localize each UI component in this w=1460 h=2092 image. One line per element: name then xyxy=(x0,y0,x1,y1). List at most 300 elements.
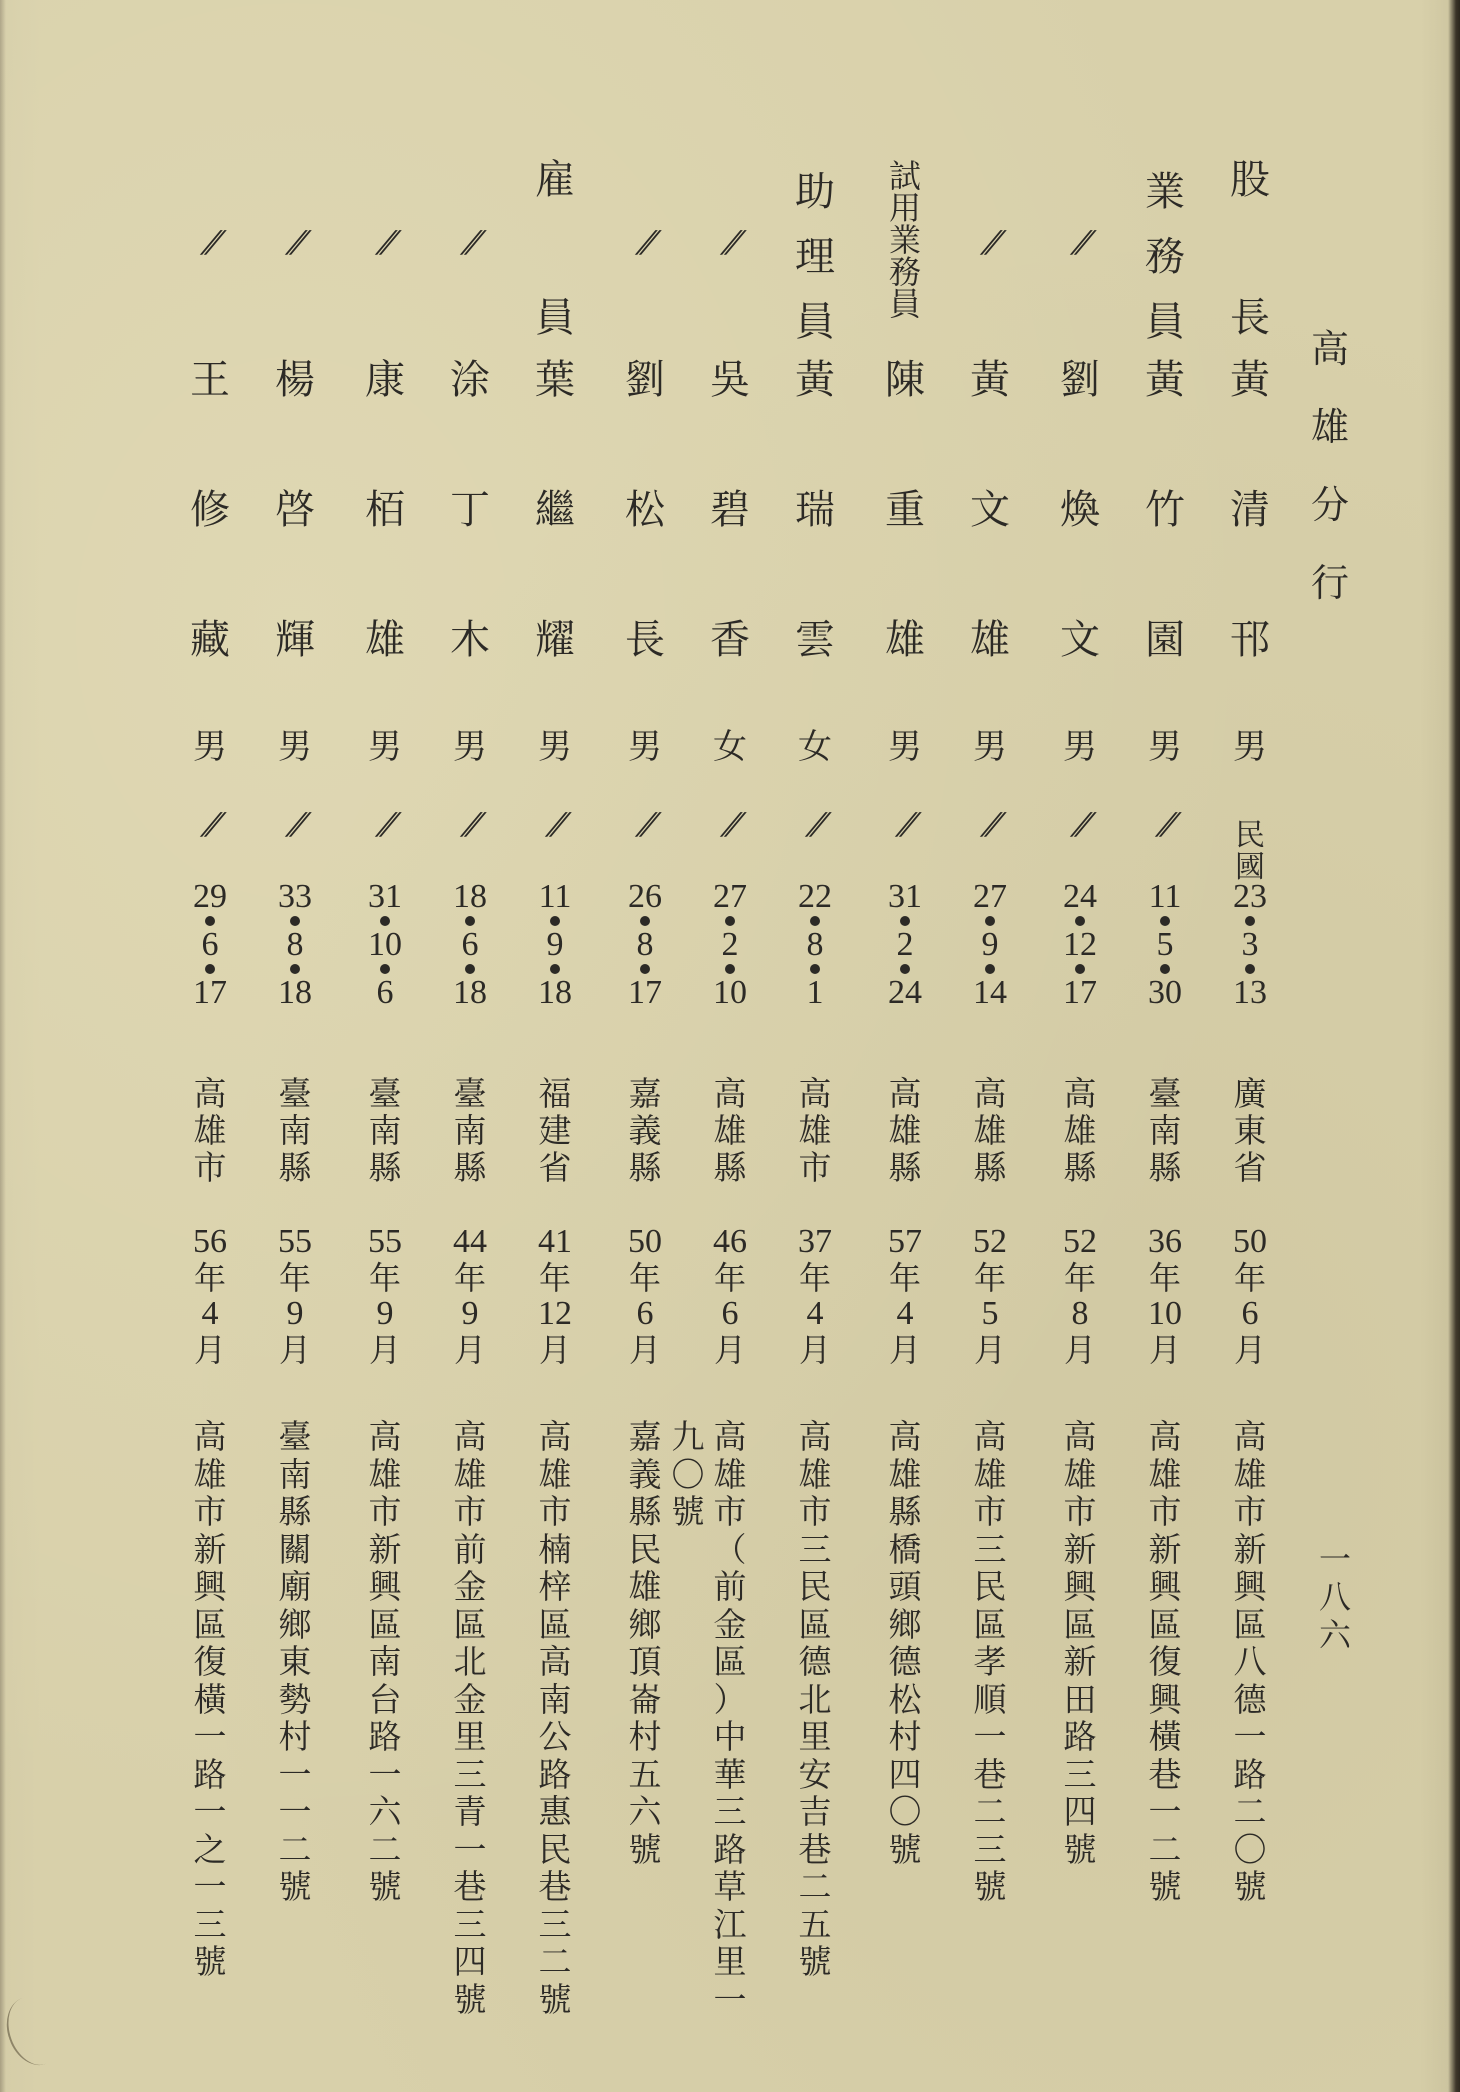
birth-date-part: 3 xyxy=(1241,926,1259,963)
birth-date-part: 17 xyxy=(628,974,662,1011)
ditto-mark-icon: // xyxy=(375,225,395,260)
birth-date-part: 24 xyxy=(888,974,922,1011)
date-unit-label: 月 xyxy=(1148,1331,1181,1369)
address-char: 田 xyxy=(1063,1679,1097,1719)
position-char xyxy=(375,225,395,260)
start-date-cell xyxy=(875,1225,935,1369)
address-cell xyxy=(440,1418,500,2018)
origin-char: 臺 xyxy=(278,1074,312,1113)
address-char: 號 xyxy=(453,1979,487,2019)
address-char: 興 xyxy=(1148,1679,1182,1719)
birth-era-cell xyxy=(265,807,325,842)
birth-date-cell xyxy=(180,880,240,1010)
birth-era-char xyxy=(545,807,565,842)
address-char: 一 xyxy=(1148,1792,1182,1831)
birth-date-part: 31 xyxy=(368,878,402,915)
birth-date-part: 2 xyxy=(896,926,914,963)
date-unit-label: 年 xyxy=(278,1259,311,1297)
sex-char: 男 xyxy=(538,727,572,767)
position-char xyxy=(980,225,1000,260)
address-char: 區 xyxy=(453,1604,487,1644)
ditto-mark-icon: // xyxy=(895,807,915,842)
birth-era-char xyxy=(375,807,395,842)
address-char: 一 xyxy=(278,1792,312,1831)
origin-char: 高 xyxy=(713,1074,747,1113)
address-char: 區 xyxy=(1233,1604,1267,1644)
address-char: 公 xyxy=(538,1717,572,1756)
address-char: 高 xyxy=(453,1417,487,1456)
sex-cell xyxy=(265,727,325,767)
address-char: 市 xyxy=(1063,1492,1097,1531)
name-char: 文 xyxy=(1060,617,1100,663)
start-date-part: 9 xyxy=(461,1295,479,1332)
sex-cell xyxy=(1220,727,1280,767)
section-title-char: 分 xyxy=(1310,483,1349,527)
origin-cell xyxy=(1220,1075,1280,1186)
address-char: 華 xyxy=(713,1754,747,1794)
birth-era-cell xyxy=(785,807,845,842)
birth-date-part: 18 xyxy=(453,878,487,915)
start-date-cell xyxy=(265,1225,325,1369)
address-char: 雄 xyxy=(1063,1454,1097,1494)
origin-char: 縣 xyxy=(1063,1148,1097,1187)
date-unit-label: 年 xyxy=(713,1259,746,1297)
separator-dot-icon xyxy=(810,964,820,974)
origin-cell xyxy=(180,1075,240,1186)
start-date-part: 46 xyxy=(713,1223,747,1260)
name-cell xyxy=(960,357,1020,705)
address-char: 高 xyxy=(713,1417,747,1456)
origin-char: 雄 xyxy=(888,1111,922,1150)
address-char: 雄 xyxy=(193,1454,227,1494)
birth-era-char xyxy=(1070,807,1090,842)
origin-char: 義 xyxy=(628,1111,662,1150)
start-date-cell xyxy=(1135,1225,1195,1369)
address-char: 區 xyxy=(538,1604,572,1644)
start-date-cell xyxy=(525,1225,585,1369)
birth-date-cell xyxy=(525,880,585,1010)
name-char: 楊 xyxy=(275,357,315,403)
address-char: 市 xyxy=(973,1492,1007,1531)
birth-era-cell xyxy=(960,807,1020,842)
separator-dot-icon xyxy=(985,916,995,926)
start-date-part: 12 xyxy=(538,1295,572,1332)
date-unit-label: 月 xyxy=(798,1331,831,1369)
address-char: 路 xyxy=(368,1717,402,1756)
page-number-char: 六 xyxy=(1318,1616,1351,1654)
address-char: 八 xyxy=(1233,1642,1267,1681)
sex-char: 男 xyxy=(193,727,227,767)
start-date-part: 6 xyxy=(1241,1295,1259,1332)
address-char: 一 xyxy=(453,1829,487,1869)
name-char: 重 xyxy=(885,487,925,533)
sex-cell xyxy=(525,727,585,767)
birth-era-cell xyxy=(180,807,240,842)
origin-char: 嘉 xyxy=(628,1074,662,1113)
origin-cell xyxy=(615,1075,675,1186)
address-char: 三 xyxy=(713,1792,747,1831)
address-char: 義 xyxy=(628,1454,662,1494)
address-char: 鄉 xyxy=(628,1604,662,1644)
address-char: 雄 xyxy=(1233,1454,1267,1494)
address-char: 巷 xyxy=(538,1867,572,1906)
address-char: 一 xyxy=(973,1717,1007,1756)
address-char: 復 xyxy=(193,1642,227,1681)
origin-char: 高 xyxy=(1063,1074,1097,1113)
address-char: 區 xyxy=(798,1604,832,1644)
ditto-mark-icon: // xyxy=(805,807,825,842)
position-char: 業 xyxy=(888,221,921,259)
address-char: 興 xyxy=(193,1567,227,1606)
sex-cell xyxy=(180,727,240,767)
name-char: 修 xyxy=(190,487,230,533)
birth-date-part: 2 xyxy=(721,926,739,963)
address-char: 六 xyxy=(628,1792,662,1831)
address-char: 三 xyxy=(193,1904,227,1944)
ditto-mark-icon: // xyxy=(375,807,395,842)
position-cell xyxy=(355,225,415,260)
origin-cell xyxy=(265,1075,325,1186)
name-char: 碧 xyxy=(710,487,750,533)
name-char: 劉 xyxy=(625,357,665,403)
page-number-char: 一 xyxy=(1318,1540,1351,1578)
section-title-char: 高 xyxy=(1310,327,1349,371)
page-number-char: 八 xyxy=(1318,1578,1351,1616)
address-char: 新 xyxy=(1148,1529,1182,1569)
origin-cell xyxy=(875,1075,935,1186)
birth-date-cell xyxy=(440,880,500,1010)
birth-date-part: 18 xyxy=(278,974,312,1011)
sex-cell xyxy=(700,727,760,767)
address-char: 號 xyxy=(193,1942,227,1981)
name-cell xyxy=(1220,357,1280,705)
position-cell xyxy=(525,157,585,341)
origin-char: 南 xyxy=(1148,1111,1182,1150)
origin-char: 南 xyxy=(368,1111,402,1150)
address-char: 五 xyxy=(798,1904,832,1944)
birth-era-char xyxy=(635,807,655,842)
address-char: 二 xyxy=(538,1942,572,1981)
origin-char: 市 xyxy=(798,1148,832,1187)
address-char: 市 xyxy=(798,1492,832,1531)
name-char: 雄 xyxy=(970,617,1010,663)
separator-dot-icon xyxy=(725,964,735,974)
address-char: 青 xyxy=(453,1792,487,1831)
address-char: 里 xyxy=(798,1717,832,1756)
origin-char: 臺 xyxy=(453,1074,487,1113)
address-char: 路 xyxy=(538,1754,572,1794)
start-date-cell xyxy=(700,1225,760,1369)
birth-date-part: 23 xyxy=(1233,878,1267,915)
name-char: 雲 xyxy=(795,617,835,663)
position-cell xyxy=(875,157,935,323)
birth-era-char xyxy=(805,807,825,842)
address-char: 巷 xyxy=(453,1867,487,1906)
position-char: 理 xyxy=(795,234,835,280)
address-char: 前 xyxy=(713,1567,747,1606)
date-unit-label: 月 xyxy=(1063,1331,1096,1369)
sex-cell xyxy=(1135,727,1195,767)
origin-cell xyxy=(1050,1075,1110,1186)
address-char: 東 xyxy=(278,1642,312,1681)
separator-dot-icon xyxy=(290,964,300,974)
address-char: 雄 xyxy=(798,1454,832,1494)
address-char: 市 xyxy=(538,1492,572,1531)
birth-date-cell xyxy=(1050,880,1110,1010)
start-date-part: 4 xyxy=(896,1295,914,1332)
sex-cell xyxy=(785,727,845,767)
address-char: 三 xyxy=(973,1529,1007,1569)
address-char: 新 xyxy=(193,1529,227,1569)
birth-date-part: 6 xyxy=(461,926,479,963)
address-char: 安 xyxy=(798,1754,832,1794)
birth-date-part: 29 xyxy=(193,878,227,915)
origin-char: 縣 xyxy=(278,1148,312,1187)
date-unit-label: 月 xyxy=(713,1331,746,1369)
ditto-mark-icon: // xyxy=(285,225,305,260)
position-char xyxy=(635,225,655,260)
birth-date-part: 5 xyxy=(1156,926,1174,963)
birth-date-part: 6 xyxy=(201,926,219,963)
birth-era-cell xyxy=(1135,807,1195,842)
address-char: 南 xyxy=(278,1454,312,1494)
address-char: 雄 xyxy=(973,1454,1007,1494)
address-char: 民 xyxy=(628,1529,662,1569)
origin-char: 市 xyxy=(193,1148,227,1187)
date-unit-label: 月 xyxy=(453,1331,486,1369)
address-char: 頂 xyxy=(628,1642,662,1681)
position-char: 用 xyxy=(888,189,921,227)
address-char: 一 xyxy=(368,1754,402,1794)
name-char: 黃 xyxy=(795,357,835,403)
birth-era-cell xyxy=(615,807,675,842)
birth-date-part: 31 xyxy=(888,878,922,915)
birth-era-char xyxy=(1155,807,1175,842)
address-char: 縣 xyxy=(278,1492,312,1531)
address-char: 里 xyxy=(713,1942,747,1981)
section-title-char: 雄 xyxy=(1310,405,1349,449)
name-char: 雄 xyxy=(365,617,405,663)
name-char: 木 xyxy=(450,617,490,663)
birth-date-part: 26 xyxy=(628,878,662,915)
position-char: 務 xyxy=(888,253,921,291)
sex-char: 男 xyxy=(888,727,922,767)
date-unit-label: 月 xyxy=(628,1331,661,1369)
birth-date-part: 11 xyxy=(1148,878,1182,915)
date-unit-label: 年 xyxy=(193,1259,226,1297)
origin-char: 雄 xyxy=(193,1111,227,1150)
birth-era-char xyxy=(285,807,305,842)
birth-date-part: 10 xyxy=(713,974,747,1011)
address-char: 二 xyxy=(798,1867,832,1906)
origin-char: 縣 xyxy=(1148,1148,1182,1187)
address-char: 號 xyxy=(538,1979,572,2019)
separator-dot-icon xyxy=(465,964,475,974)
separator-dot-icon xyxy=(380,964,390,974)
name-char: 瑞 xyxy=(795,487,835,533)
sex-char: 男 xyxy=(278,727,312,767)
start-date-part: 41 xyxy=(538,1223,572,1260)
name-char: 黃 xyxy=(1145,357,1185,403)
origin-char: 縣 xyxy=(713,1148,747,1187)
address-char: 吉 xyxy=(798,1792,832,1831)
name-char: 清 xyxy=(1230,487,1270,533)
address-char: 四 xyxy=(453,1942,487,1981)
birth-era-char xyxy=(720,807,740,842)
name-char: 陳 xyxy=(885,357,925,403)
address-char: 金 xyxy=(453,1679,487,1719)
birth-date-part: 13 xyxy=(1233,974,1267,1011)
position-char: 員 xyxy=(888,285,921,323)
position-char: 長 xyxy=(1230,295,1270,341)
address-cell xyxy=(960,1418,1020,1906)
name-cell xyxy=(355,357,415,705)
address-char: 頭 xyxy=(888,1567,922,1606)
date-unit-label: 月 xyxy=(538,1331,571,1369)
address-char: 市 xyxy=(368,1492,402,1531)
name-char: 竹 xyxy=(1145,487,1185,533)
position-char: 務 xyxy=(1145,234,1185,280)
separator-dot-icon xyxy=(900,964,910,974)
address-char: 高 xyxy=(1148,1417,1182,1456)
sex-char: 男 xyxy=(368,727,402,767)
separator-dot-icon xyxy=(900,916,910,926)
address-char: 鄉 xyxy=(888,1604,922,1644)
start-date-part: 10 xyxy=(1148,1295,1182,1332)
address-char: 梓 xyxy=(538,1567,572,1606)
address-char: 區 xyxy=(1148,1604,1182,1644)
start-date-part: 8 xyxy=(1071,1295,1089,1332)
position-cell xyxy=(265,225,325,260)
address-char: 縣 xyxy=(888,1492,922,1531)
date-unit-label: 年 xyxy=(368,1259,401,1297)
address-char: 路 xyxy=(713,1829,747,1869)
address-char: 號 xyxy=(1233,1867,1267,1906)
address-char: 德 xyxy=(798,1642,832,1681)
address-char: 五 xyxy=(628,1754,662,1794)
origin-cell xyxy=(525,1075,585,1186)
address-cell xyxy=(875,1418,935,1868)
address-char: 德 xyxy=(1233,1679,1267,1719)
address-char: 興 xyxy=(1063,1567,1097,1606)
address-char: 三 xyxy=(1063,1754,1097,1794)
origin-char: 雄 xyxy=(798,1111,832,1150)
date-unit-label: 月 xyxy=(888,1331,921,1369)
date-unit-label: 月 xyxy=(193,1331,226,1369)
start-date-cell xyxy=(180,1225,240,1369)
position-char: 員 xyxy=(795,299,835,345)
address-char: 中 xyxy=(713,1717,747,1756)
address-char: 德 xyxy=(888,1642,922,1681)
start-date-part: 57 xyxy=(888,1223,922,1260)
start-date-cell xyxy=(960,1225,1020,1369)
name-cell xyxy=(525,357,585,705)
address-char: 高 xyxy=(538,1417,572,1456)
ditto-mark-icon: // xyxy=(720,225,740,260)
name-cell xyxy=(875,357,935,705)
address-char: 一 xyxy=(193,1867,227,1906)
date-unit-label: 年 xyxy=(538,1259,571,1297)
section-title xyxy=(1300,310,1360,622)
address-char: 號 xyxy=(973,1867,1007,1906)
sex-char: 女 xyxy=(713,727,747,767)
ditto-mark-icon: // xyxy=(980,807,1000,842)
position-char xyxy=(720,225,740,260)
address-char: 北 xyxy=(453,1642,487,1681)
address-cell xyxy=(265,1418,325,1906)
date-unit-label: 月 xyxy=(1233,1331,1266,1369)
start-date-part: 52 xyxy=(973,1223,1007,1260)
origin-cell xyxy=(355,1075,415,1186)
address-char: 雄 xyxy=(453,1454,487,1494)
address-char: 〇 xyxy=(1233,1829,1267,1869)
separator-dot-icon xyxy=(550,916,560,926)
start-date-part: 50 xyxy=(628,1223,662,1260)
start-date-cell xyxy=(355,1225,415,1369)
position-cell xyxy=(1220,157,1280,341)
address-char: 雄 xyxy=(538,1454,572,1494)
ditto-mark-icon: // xyxy=(1155,807,1175,842)
position-char: 試 xyxy=(888,157,921,195)
origin-char: 高 xyxy=(193,1074,227,1113)
address-char: 號 xyxy=(628,1829,662,1869)
address-char: 三 xyxy=(798,1529,832,1569)
sex-char: 女 xyxy=(798,727,832,767)
address-char: 一 xyxy=(713,1979,747,2019)
separator-dot-icon xyxy=(1160,964,1170,974)
address-char: 號 xyxy=(671,1492,705,1531)
address-char: 民 xyxy=(973,1567,1007,1606)
address-char: 臺 xyxy=(278,1417,312,1456)
birth-date-part: 14 xyxy=(973,974,1007,1011)
name-char: 松 xyxy=(625,487,665,533)
ditto-mark-icon: // xyxy=(635,225,655,260)
name-cell xyxy=(265,357,325,705)
name-cell xyxy=(615,357,675,705)
origin-char: 縣 xyxy=(888,1148,922,1187)
name-cell xyxy=(785,357,845,705)
start-date-cell xyxy=(785,1225,845,1369)
scan-hair-artifact xyxy=(0,1989,70,2073)
address-char: 高 xyxy=(1063,1417,1097,1456)
origin-cell xyxy=(1135,1075,1195,1186)
name-cell xyxy=(700,357,760,705)
start-date-part: 56 xyxy=(193,1223,227,1260)
start-date-part: 36 xyxy=(1148,1223,1182,1260)
birth-era-cell xyxy=(440,807,500,842)
address-char: 廟 xyxy=(278,1567,312,1606)
birth-era-cell xyxy=(1050,807,1110,842)
ditto-mark-icon: // xyxy=(460,807,480,842)
ditto-mark-icon: // xyxy=(1070,225,1090,260)
address-char: 巷 xyxy=(1148,1754,1182,1794)
address-char: 二 xyxy=(278,1829,312,1869)
ditto-mark-icon: // xyxy=(980,225,1000,260)
origin-cell xyxy=(440,1075,500,1186)
address-char: 孝 xyxy=(973,1642,1007,1681)
address-char: 之 xyxy=(193,1829,227,1869)
ditto-mark-icon: // xyxy=(720,807,740,842)
address-char: 楠 xyxy=(538,1529,572,1569)
address-char: 區 xyxy=(193,1604,227,1644)
address-char: 興 xyxy=(1233,1567,1267,1606)
origin-char: 廣 xyxy=(1233,1074,1267,1113)
birth-era-cell xyxy=(1220,820,1280,884)
birth-date-part: 8 xyxy=(806,926,824,963)
address-char: 新 xyxy=(1063,1642,1097,1681)
address-char: 二 xyxy=(368,1829,402,1869)
address-char: 里 xyxy=(453,1717,487,1756)
